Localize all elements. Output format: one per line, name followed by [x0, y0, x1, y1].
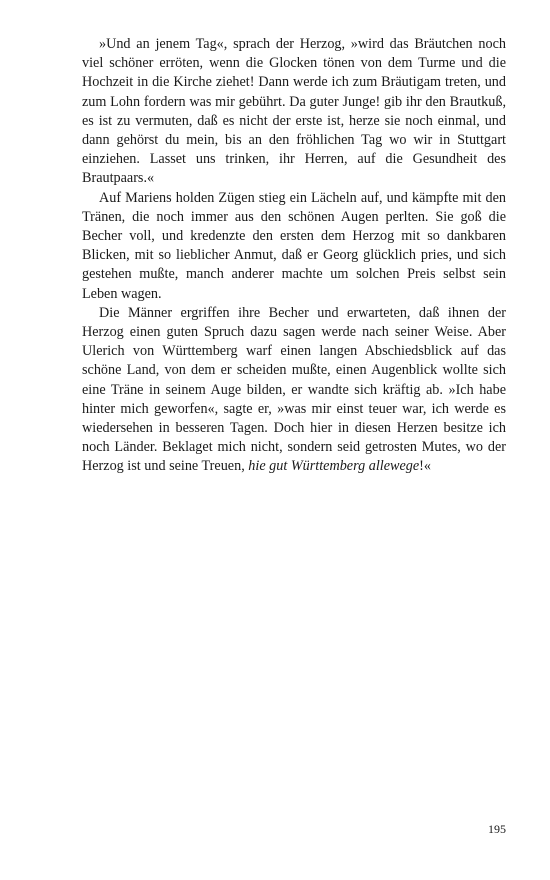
italic-phrase: hie gut Württemberg allewege — [248, 458, 420, 475]
body-text — [82, 35, 506, 477]
paragraph-tail: !« — [419, 458, 431, 475]
paragraph-text: Die Männer ergriffen ihre Becher und erwarteten, daß ihnen der Herzog einen guten Spruch dazu sagen werde nach seiner Weise. Aber Ulerich von Württemberg warf einen langen Abschiedsblick auf das schöne Land, von dem er scheiden mußte, einen Augenblick wollte sich eine Träne in seinem Auge bilden, er wandte sich kräftig ab. »Ich habe hinter mich geworfen«, sagte er, »was mir einst teuer war, ich werde es wiedersehen in besseren Tagen. Doch hier in diesen Herzen besitze ich noch Länder. Beklaget mich nicht, sondern seid getrosten Mutes, wo der Herzog ist und seine Treuen, — [82, 304, 506, 475]
paragraph: »Und an jenem Tag«, sprach der Herzog, »wird das Bräutchen noch viel schöner erröten, wenn die Glocken tönen von dem Turme und die Hochzeit in die Kirche ziehet! Dann werde ich zum Bräutigam treten, und zum Lohn fordern was mir gebührt. Da guter Junge! gib ihr den Brautkuß, es ist zu vermuten, daß es nicht der erste ist, herze sie noch einmal, und dann gehörst du mein, bis an den fröhlichen Tag wo wir in Stuttgart einziehen. Lasset uns trinken, ihr Herren, auf die Gesundheit des Brautpaars.« — [82, 36, 506, 187]
paragraph — [82, 304, 506, 477]
page-number: 195 — [488, 822, 506, 836]
paragraph: Auf Mariens holden Zügen stieg ein Lächeln auf, und kämpfte mit den Tränen, die noch immer aus den schönen Augen perlten. Sie goß die Becher voll, und kredenzte den ersten dem Herzog mit so dankbaren Blicken, mit so lieblicher Anmut, daß er Georg glücklich pries, und sich gestehen mußte, manch anderer machte um solchen Preis selbst sein Leben wagen. — [82, 189, 506, 302]
